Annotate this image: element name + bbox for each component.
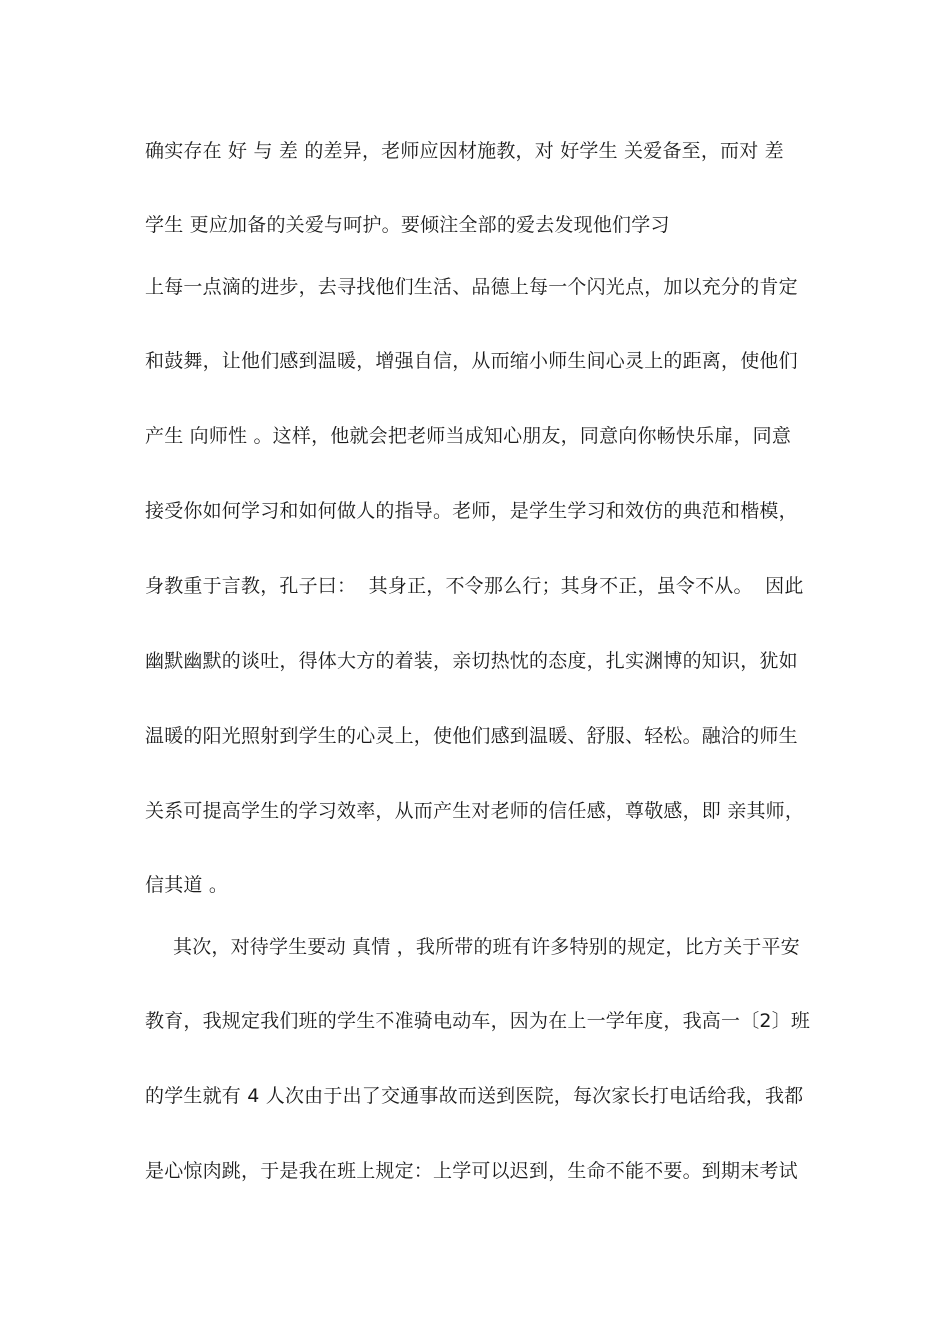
paragraph-line: 其次，对待学生要动 真情 ，我所带的班有许多特别的规定，比方关于平安 (173, 936, 800, 958)
paragraph-line: 信其道 。 (145, 874, 229, 896)
paragraph-line: 温暖的阳光照射到学生的心灵上，使他们感到温暖、舒服、轻松。融洽的师生 (145, 725, 798, 747)
paragraph-line: 的学生就有 4 人次由于出了交通事故而送到医院，每次家长打电话给我，我都 (145, 1085, 804, 1107)
paragraph-line: 关系可提高学生的学习效率，从而产生对老师的信任感，尊敬感，即 亲其师， (145, 800, 805, 822)
paragraph-line: 和鼓舞，让他们感到温暖，增强自信，从而缩小师生间心灵上的距离，使他们 (145, 350, 798, 372)
paragraph-line: 接受你如何学习和如何做人的指导。老师，是学生学习和效仿的典范和楷模， (145, 500, 798, 522)
paragraph-line: 上每一点滴的进步，去寻找他们生活、品德上每一个闪光点，加以充分的肯定 (145, 276, 798, 298)
paragraph-line: 确实存在 好 与 差 的差异，老师应因材施教，对 好学生 关爱备至，而对 差 (145, 140, 784, 162)
paragraph-line: 幽默幽默的谈吐，得体大方的着装，亲切热忱的态度，扎实渊博的知识，犹如 (145, 650, 798, 672)
paragraph-line: 学生 更应加备的关爱与呵护。要倾注全部的爱去发现他们学习 (145, 214, 670, 236)
paragraph-line: 教育，我规定我们班的学生不准骑电动车，因为在上一学年度，我高一〔2〕班 (145, 1010, 811, 1032)
paragraph-line: 身教重于言教，孔子曰： 其身正，不令那么行；其身不正，虽令不从。 因此 (145, 575, 804, 597)
paragraph-line: 是心惊肉跳，于是我在班上规定：上学可以迟到，生命不能不要。到期末考试 (145, 1160, 798, 1182)
paragraph-line: 产生 向师性 。这样，他就会把老师当成知心朋友，同意向你畅快乐扉，同意 (145, 425, 792, 447)
